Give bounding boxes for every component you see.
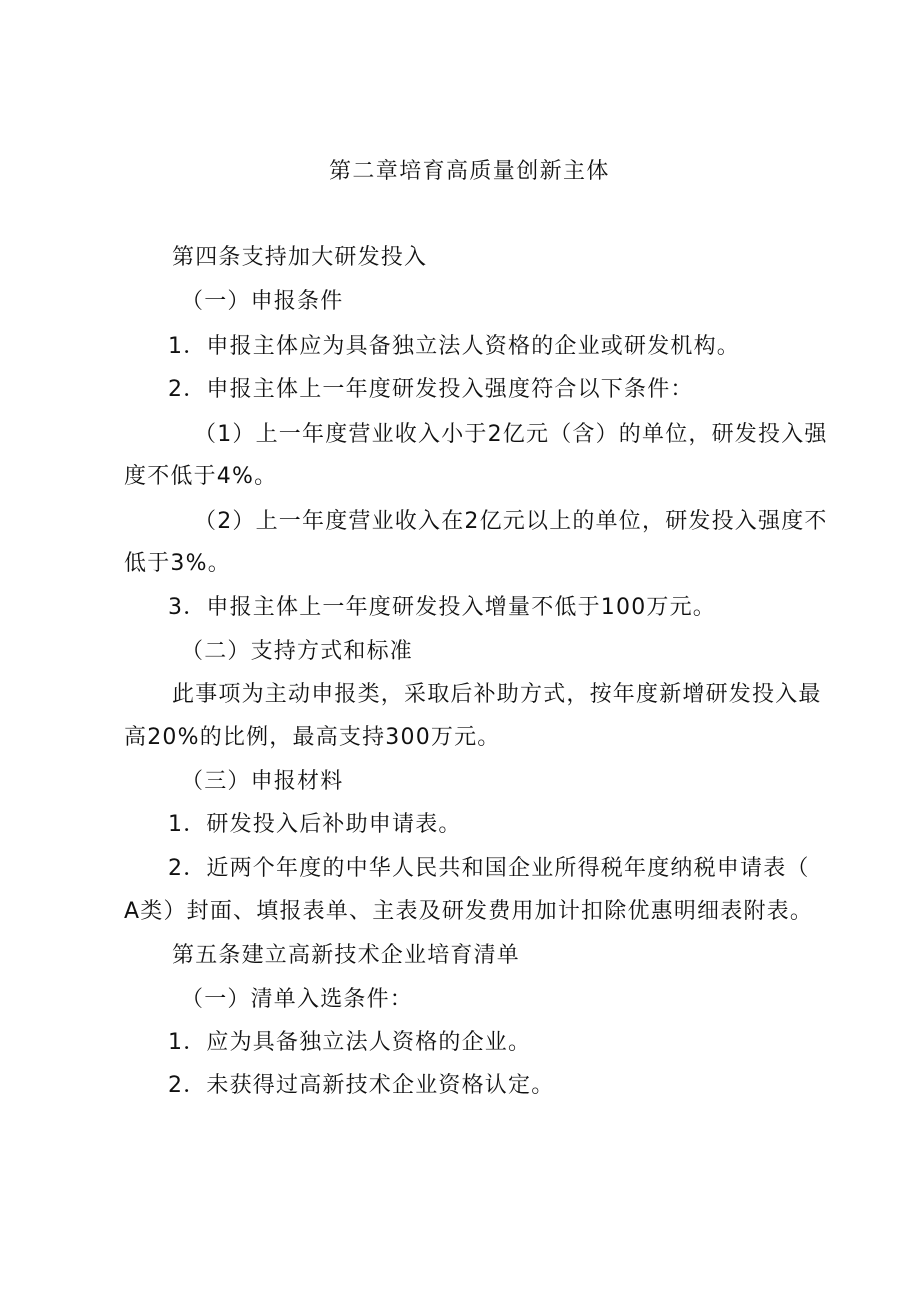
article-4-heading: 第四条支持加大研发投入 (172, 245, 428, 270)
support-paragraph-line-2: 高20%的比例，最高支持300万元。 (124, 725, 501, 750)
list-conditions-heading: （一）清单入选条件： (181, 987, 414, 1012)
sub-condition-2-line-1: （2）上一年度营业收入在2亿元以上的单位，研发投入强度不 (194, 509, 828, 534)
condition-item-3: 3．申报主体上一年度研发投入增量不低于100万元。 (168, 595, 716, 620)
chapter-title: 第二章培育高质量创新主体 (329, 159, 610, 184)
sub-condition-1-line-1: （1）上一年度营业收入小于2亿元（含）的单位，研发投入强 (194, 422, 828, 447)
materials-item-2-line-1: 2．近两个年度的中华人民共和国企业所得税年度纳税申请表（ (168, 856, 810, 881)
condition-item-1: 1．申报主体应为具备独立法人资格的企业或研发机构。 (168, 334, 740, 359)
sub-condition-1-line-2: 度不低于4%。 (124, 464, 278, 489)
section-1-heading: （一）申报条件 (181, 289, 344, 314)
materials-item-1: 1．研发投入后补助申请表。 (168, 812, 462, 837)
materials-item-2-line-2: A类）封面、填报表单、主表及研发费用加计扣除优惠明细表附表。 (124, 899, 814, 924)
condition-item-2: 2．申报主体上一年度研发投入强度符合以下条件： (168, 377, 694, 402)
sub-condition-2-line-2: 低于3%。 (124, 551, 231, 576)
section-2-heading: （二）支持方式和标准 (181, 639, 414, 664)
support-paragraph-line-1: 此事项为主动申报类，采取后补助方式，按年度新增研发投入最 (172, 682, 822, 707)
list-condition-item-1: 1．应为具备独立法人资格的企业。 (168, 1030, 532, 1055)
article-5-heading: 第五条建立高新技术企业培育清单 (172, 943, 521, 968)
list-condition-item-2: 2．未获得过高新技术企业资格认定。 (168, 1073, 555, 1098)
section-3-heading: （三）申报材料 (181, 769, 344, 794)
